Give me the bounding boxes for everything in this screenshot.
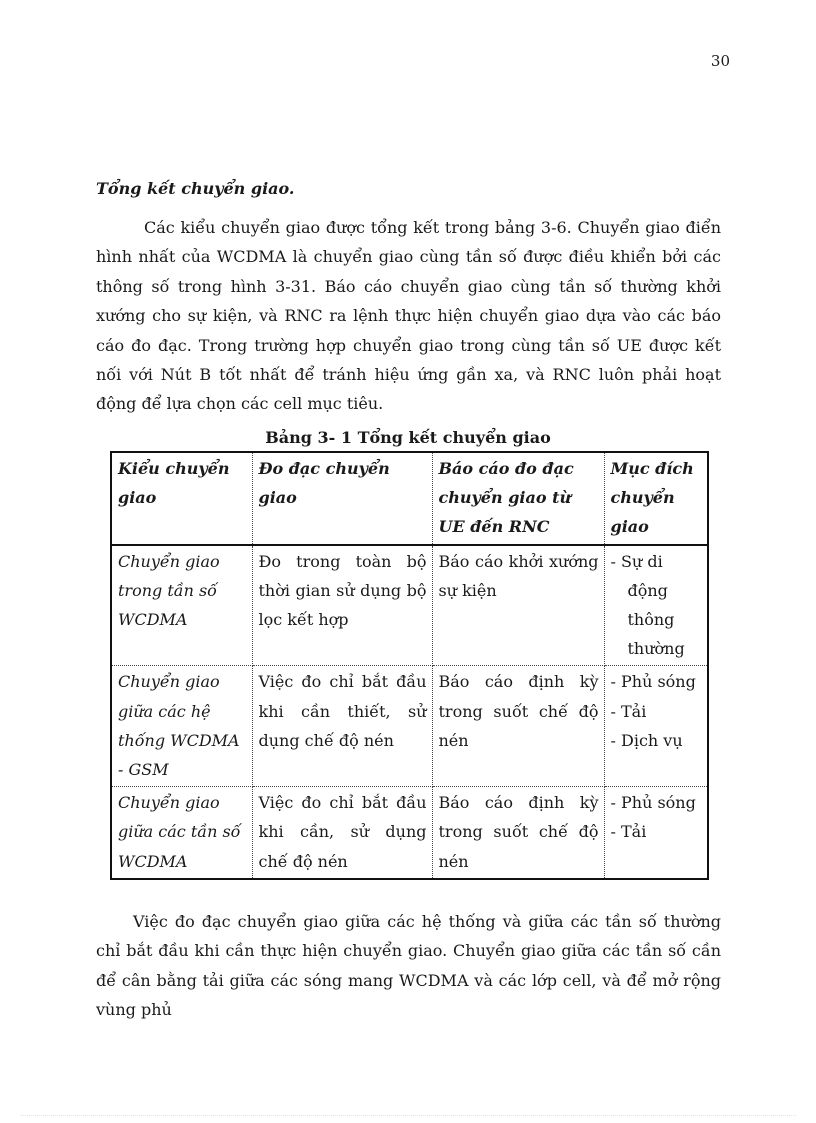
header-report: Báo cáo đo đạc chuyển giao từ UE đến RNC [432, 452, 604, 545]
purpose-item: - Dịch vụ [610, 730, 683, 750]
purpose-item: - Sự di động thông thường [610, 551, 685, 659]
purpose-item: - Phủ sóng [610, 793, 696, 813]
header-handover-type: Kiểu chuyển giao [111, 452, 252, 545]
page-number: 30 [710, 52, 730, 70]
cell-purpose [604, 787, 708, 879]
cell-purpose [604, 666, 708, 787]
purpose-item: - Phủ sóng [610, 672, 696, 692]
cell-measurement: Đo trong toàn bộ thời gian sử dụng bộ lọc kết hợp [252, 545, 432, 666]
cell-report: Báo cáo định kỳ trong suốt chế độ nén [432, 666, 604, 787]
cell-purpose [604, 545, 708, 666]
purpose-item: - Tải [610, 822, 647, 842]
closing-paragraph: Việc đo đạc chuyển giao giữa các hệ thống và giữa các tần số thường chỉ bắt đầu khi cần thực hiện chuyển giao. Chuyển giao giữa các tần số cần để cân bằng tải giữa các sóng mang WCDMA và các lớp cell, và để mở rộng vùng phủ [96, 912, 721, 1020]
table-row [111, 787, 708, 879]
cell-report: Báo cáo định kỳ trong suốt chế độ nén [432, 787, 604, 879]
handover-summary-table [110, 451, 709, 880]
cell-handover-type: Chuyển giao giữa các tần số WCDMA [111, 787, 252, 879]
table-caption: Bảng 3- 1 Tổng kết chuyển giao [265, 428, 551, 447]
table-row [111, 666, 708, 787]
section-heading: Tổng kết chuyển giao. [96, 179, 295, 198]
table-header-row [111, 452, 708, 545]
cell-measurement: Việc đo chỉ bắt đầu khi cần, sử dụng chế độ nén [252, 787, 432, 879]
header-measurement: Đo đạc chuyển giao [252, 452, 432, 545]
purpose-item: - Tải [610, 701, 647, 721]
cell-report: Báo cáo khởi xướng sự kiện [432, 545, 604, 666]
cell-handover-type: Chuyển giao trong tần số WCDMA [111, 545, 252, 666]
page-bottom-divider [20, 1115, 796, 1116]
header-purpose: Mục đích chuyển giao [604, 452, 708, 545]
table-row [111, 545, 708, 666]
intro-paragraph: Các kiểu chuyển giao được tổng kết trong bảng 3-6. Chuyển giao điển hình nhất của WCDMA là chuyển giao cùng tần số được điều khiển bởi các thông số trong hình 3-31. Báo cáo chuyển giao cùng tần số thường khởi xướng cho sự kiện, và RNC ra lệnh thực hiện chuyển giao dựa vào các báo cáo đo đạc. Trong trường hợp chuyển giao trong cùng tần số UE được kết nối với Nút B tốt nhất để tránh hiệu ứng gần xa, và RNC luôn phải hoạt động để lựa chọn các cell mục tiêu. [96, 218, 721, 414]
cell-measurement: Việc đo chỉ bắt đầu khi cần thiết, sử dụng chế độ nén [252, 666, 432, 787]
cell-handover-type: Chuyển giao giữa các hệ thống WCDMA - GSM [111, 666, 252, 787]
